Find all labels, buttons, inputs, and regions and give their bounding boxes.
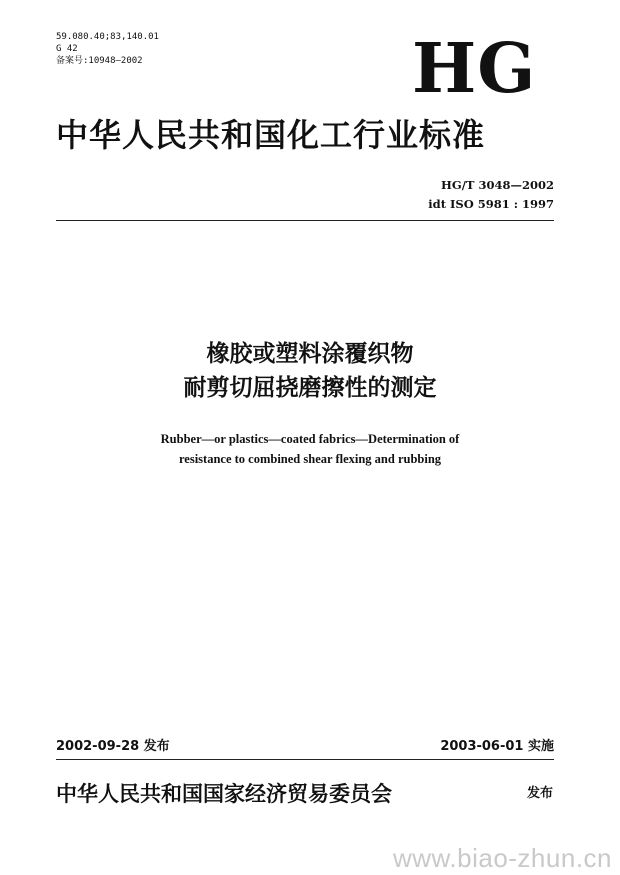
standard-number: HG/T 3048—2002 — [441, 178, 554, 192]
standard-codes — [428, 176, 554, 214]
equivalent-standard: idt ISO 5981 : 1997 — [428, 197, 554, 211]
issue-date: 2002-09-28 发布 — [56, 739, 170, 754]
ccs-code: G 42 — [56, 44, 78, 54]
english-title — [0, 429, 620, 469]
hg-logo-text: HG — [412, 29, 537, 109]
top-divider — [56, 220, 554, 221]
implementation-date: 2003-06-01 实施 — [440, 739, 554, 754]
chinese-title-line-1: 橡胶或塑料涂覆织物 — [206, 341, 414, 367]
issuing-authority: 中华人民共和国国家经济贸易委员会 — [56, 782, 392, 806]
record-number: 备案号:10948—2002 — [56, 56, 143, 66]
watermark-text: www.biao-zhun.cn — [393, 843, 612, 873]
english-title-line-2: resistance to combined shear flexing and rubbing — [178, 452, 442, 466]
classification-block — [56, 31, 159, 67]
english-title-line-1: Rubber—or plastics—coated fabrics—Determination of — [160, 432, 460, 446]
bottom-divider — [56, 759, 554, 760]
chinese-title — [0, 337, 620, 405]
standard-type-title: 中华人民共和国化工行业标准 — [56, 116, 486, 154]
chinese-title-line-2: 耐剪切屈挠磨擦性的测定 — [183, 375, 437, 401]
ics-code: 59.080.40;83,140.01 — [56, 32, 159, 42]
issuing-authority-suffix: 发布 — [527, 786, 554, 801]
